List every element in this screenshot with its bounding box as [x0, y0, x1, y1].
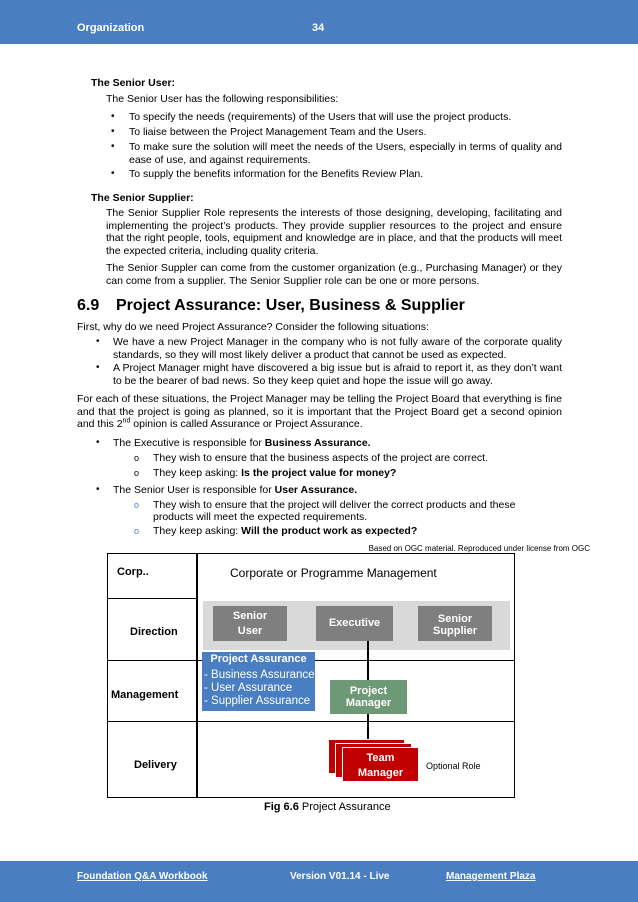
senior-user-item: To specify the needs (requirements) of the Users that will use the project products.: [129, 111, 512, 123]
project-assurance-title: Project Assurance: [210, 653, 307, 665]
senior-user-box: [213, 606, 287, 641]
pm-l2: Manager: [345, 697, 392, 709]
executive-bold: Business Assurance.: [264, 437, 371, 449]
bullet: •: [111, 126, 115, 137]
user-sub-item: They wish to ensure that the project will deliver the correct products and these: [153, 499, 516, 511]
senior-user-item: To supply the benefits information for the Benefits Review Plan.: [129, 168, 424, 180]
senior-supplier-box: [418, 606, 492, 641]
senior-user-box-l2: User: [237, 625, 263, 637]
user-sub-item: [153, 525, 417, 538]
situation-item: A Project Manager might have discovered a big issue but is afraid to report it, as they don’t want to be the bearer of bad news. So they keep quiet and hope the issue will go away.: [113, 362, 562, 387]
user-ask-text: They keep asking:: [153, 525, 242, 537]
header-page-number: 34: [312, 22, 325, 34]
assurance-paragraph: [77, 393, 562, 431]
bullet: •: [111, 111, 115, 122]
senior-user-item: To liaise between the Project Management Team and the Users.: [129, 126, 427, 138]
figure-caption: [264, 801, 391, 813]
executive-sub-item: [153, 467, 396, 480]
connector-line: [367, 641, 369, 680]
senior-user-box-l1: Senior: [232, 610, 268, 622]
page-header: [0, 0, 638, 44]
project-manager-box: [330, 680, 407, 714]
team-manager-box: [342, 747, 419, 782]
source-note: Based on OGC material. Reproduced under license from OGC: [368, 544, 590, 553]
senior-user-heading: The Senior User:: [91, 77, 176, 89]
executive-box: Executive: [316, 606, 393, 641]
divider: [108, 721, 514, 722]
assurance-item: - Supplier Assurance: [204, 695, 311, 707]
senior-supplier-heading: The Senior Supplier:: [91, 192, 194, 204]
section-number: 6.9: [77, 297, 100, 314]
user-ask-bold: Will the product work as expected?: [241, 525, 418, 537]
pm-l1: Project: [349, 685, 388, 697]
assurance-para-text-end: opinion is called Assurance or Project Assurance.: [130, 418, 363, 430]
figure-text: Project Assurance: [298, 801, 391, 813]
circle-bullet: o: [134, 500, 140, 510]
ordinal-suffix: nd: [122, 417, 131, 425]
figure-label: Fig 6.6: [264, 801, 299, 813]
circle-bullet: o: [134, 468, 140, 478]
bullet: •: [111, 141, 115, 152]
project-assurance-box: [202, 652, 315, 711]
user-bold: User Assurance.: [274, 484, 358, 496]
header-section: Organization: [77, 22, 145, 34]
senior-user-intro: The Senior User has the following responsibilities:: [106, 93, 339, 105]
bullet: •: [96, 362, 100, 373]
footer-workbook-link[interactable]: Foundation Q&A Workbook: [77, 871, 208, 882]
circle-bullet: o: [134, 453, 140, 463]
user-text: The Senior User is responsible for: [113, 484, 275, 496]
section-heading: [77, 297, 465, 315]
exec-ask-text: They keep asking:: [153, 467, 242, 479]
footer-version: Version V01.14 - Live: [290, 871, 390, 882]
executive-text: The Executive is responsible for: [113, 437, 265, 449]
executive-bullet: [113, 437, 371, 450]
bullet: •: [96, 484, 100, 495]
optional-role-label: Optional Role: [426, 761, 481, 771]
bullet: •: [111, 168, 115, 179]
senior-supplier-box-l1: Senior: [437, 613, 473, 625]
corporate-management-label: Corporate or Programme Management: [230, 566, 437, 580]
exec-ask-bold: Is the project value for money?: [241, 467, 397, 479]
assurance-item: - User Assurance: [204, 682, 293, 694]
executive-sub-item: They wish to ensure that the business aspects of the project are correct.: [153, 452, 489, 464]
team-l1: Team: [366, 752, 395, 764]
user-sub-item-cont: products will meet the expected requirements.: [153, 511, 368, 523]
situation-item: We have a new Project Manager in the company who is not fully aware of the corporate quality standards, so they will most likely deliver a product that cannot be used as expected.: [113, 336, 562, 361]
senior-user-item: To make sure the solution will meet the needs of the Users, especially in terms of quality and ease of use, and against requirements.: [129, 141, 562, 166]
level-management: Management: [111, 689, 179, 701]
section-intro: First, why do we need Project Assurance? Consider the following situations:: [77, 321, 429, 333]
assurance-para-text: For each of these situations, the Project Manager may be telling the Project Board that everything is fine and that the project is going as planned, so it is important that the Project Board get a second opinion and this 2: [77, 393, 562, 430]
level-direction: Direction: [130, 626, 178, 638]
bullet: •: [96, 336, 100, 347]
team-l2: Manager: [357, 767, 404, 779]
senior-supplier-para: The Senior Supplier Role represents the interests of those designing, developing, facilitating and implementing the project’s products. They provide supplier resources to the project and ensure that the right people, tools, equipment and knowledge are in place, and that the products will meet the expected criteria, including quality criteria.: [106, 207, 562, 257]
circle-bullet: o: [134, 526, 140, 536]
section-title: Project Assurance: User, Business & Supplier: [116, 297, 465, 314]
assurance-item: - Business Assurance: [204, 669, 315, 681]
divider: [108, 598, 196, 599]
senior-supplier-para: The Senior Suppler can come from the customer organization (e.g., Purchasing Manager) or they can come from a supplier. The Senior Supplier role can be one or more persons.: [106, 262, 562, 287]
senior-supplier-box-l2: Supplier: [432, 625, 477, 637]
user-bullet: [113, 484, 357, 497]
level-corp: Corp..: [117, 566, 149, 578]
bullet: •: [96, 437, 100, 448]
footer-publisher-link[interactable]: Management Plaza: [446, 871, 536, 882]
page-footer: [0, 861, 638, 902]
level-delivery: Delivery: [134, 759, 177, 771]
